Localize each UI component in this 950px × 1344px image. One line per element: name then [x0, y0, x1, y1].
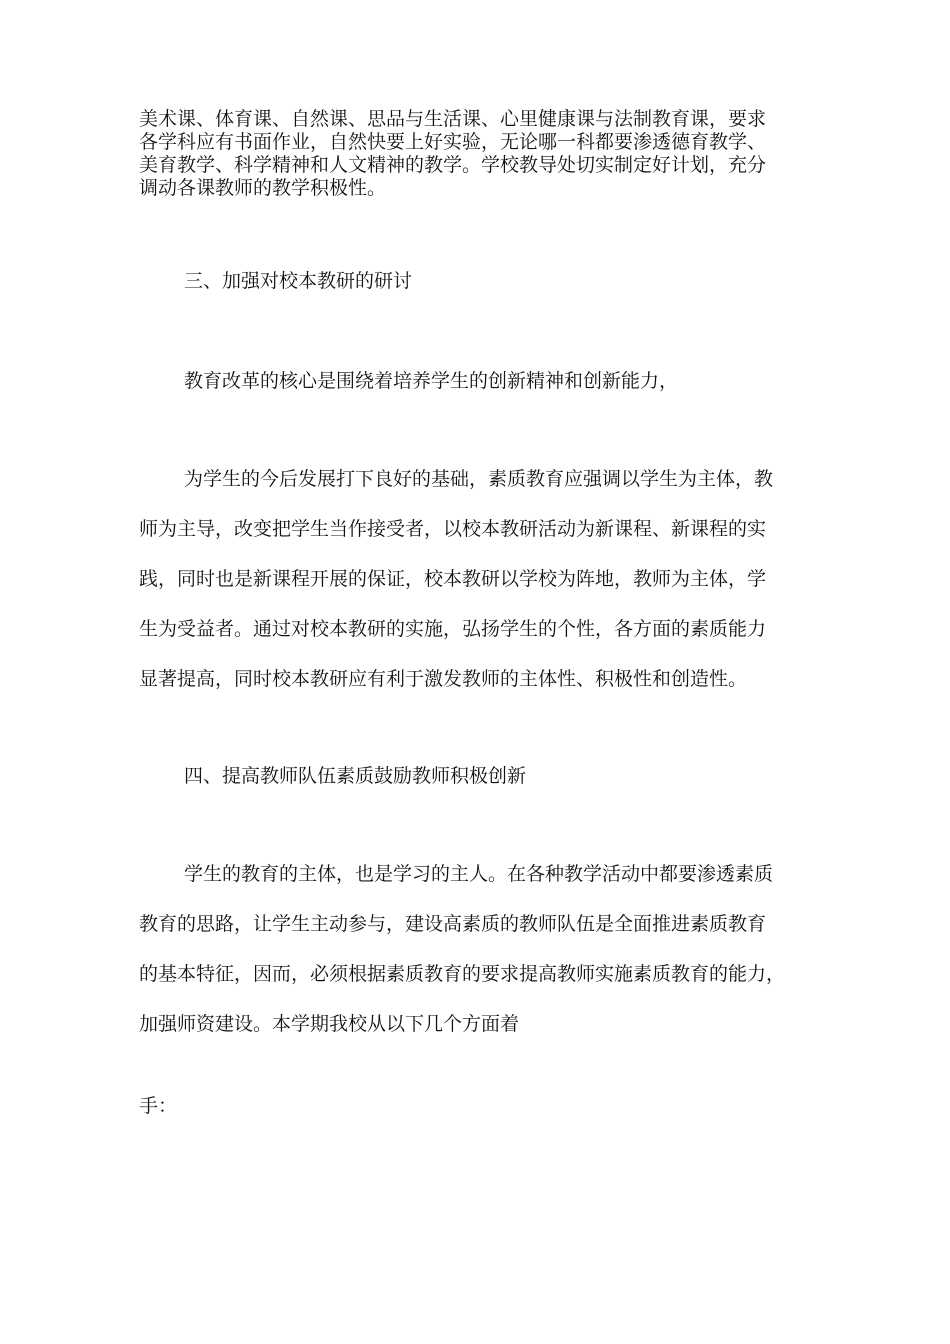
heading-text: 四、提高教师队伍素质鼓励教师积极创新	[184, 765, 527, 787]
paragraph-teachers	[139, 849, 819, 1049]
heading-text: 三、加强对校本教研的研讨	[184, 270, 413, 292]
text-line: 为学生的今后发展打下良好的基础，素质教育应强调以学生为主体，教	[184, 468, 774, 490]
text-line: 手：	[139, 1095, 178, 1117]
text-line: 调动各课教师的教学积极性。	[139, 177, 387, 199]
text-line: 美术课、体育课、自然课、思品与生活课、心里健康课与法制教育课，要求	[139, 108, 767, 130]
paragraph-curriculum	[139, 108, 819, 200]
text-line: 加强师资建设。本学期我校从以下几个方面着	[139, 1013, 520, 1035]
paragraph-trailing	[139, 1081, 819, 1131]
text-line: 教育改革的核心是围绕着培养学生的创新精神和创新能力，	[184, 370, 679, 392]
text-line: 践，同时也是新课程开展的保证，校本教研以学校为阵地，教师为主体，学	[139, 568, 767, 590]
paragraph-foundation	[139, 454, 819, 704]
text-line: 各学科应有书面作业，自然快要上好实验，无论哪一科都要渗透德育教学、	[139, 131, 767, 153]
text-line: 师为主导，改变把学生当作接受者，以校本教研活动为新课程、新课程的实	[139, 518, 767, 540]
text-line: 显著提高，同时校本教研应有利于激发教师的主体性、积极性和创造性。	[139, 668, 748, 690]
text-line: 的基本特征，因而，必须根据素质教育的要求提高教师实施素质教育的能力，	[139, 963, 786, 985]
text-line: 学生的教育的主体，也是学习的主人。在各种教学活动中都要渗透素质	[184, 863, 774, 885]
section-heading-3	[139, 256, 819, 306]
section-heading-4	[139, 751, 819, 801]
text-line: 美育教学、科学精神和人文精神的教学。学校教导处切实制定好计划，充分	[139, 154, 767, 176]
paragraph-core	[139, 356, 819, 406]
text-line: 生为受益者。通过对校本教研的实施，弘扬学生的个性，各方面的素质能力	[139, 618, 767, 640]
text-line: 教育的思路，让学生主动参与，建设高素质的教师队伍是全面推进素质教育	[139, 913, 767, 935]
